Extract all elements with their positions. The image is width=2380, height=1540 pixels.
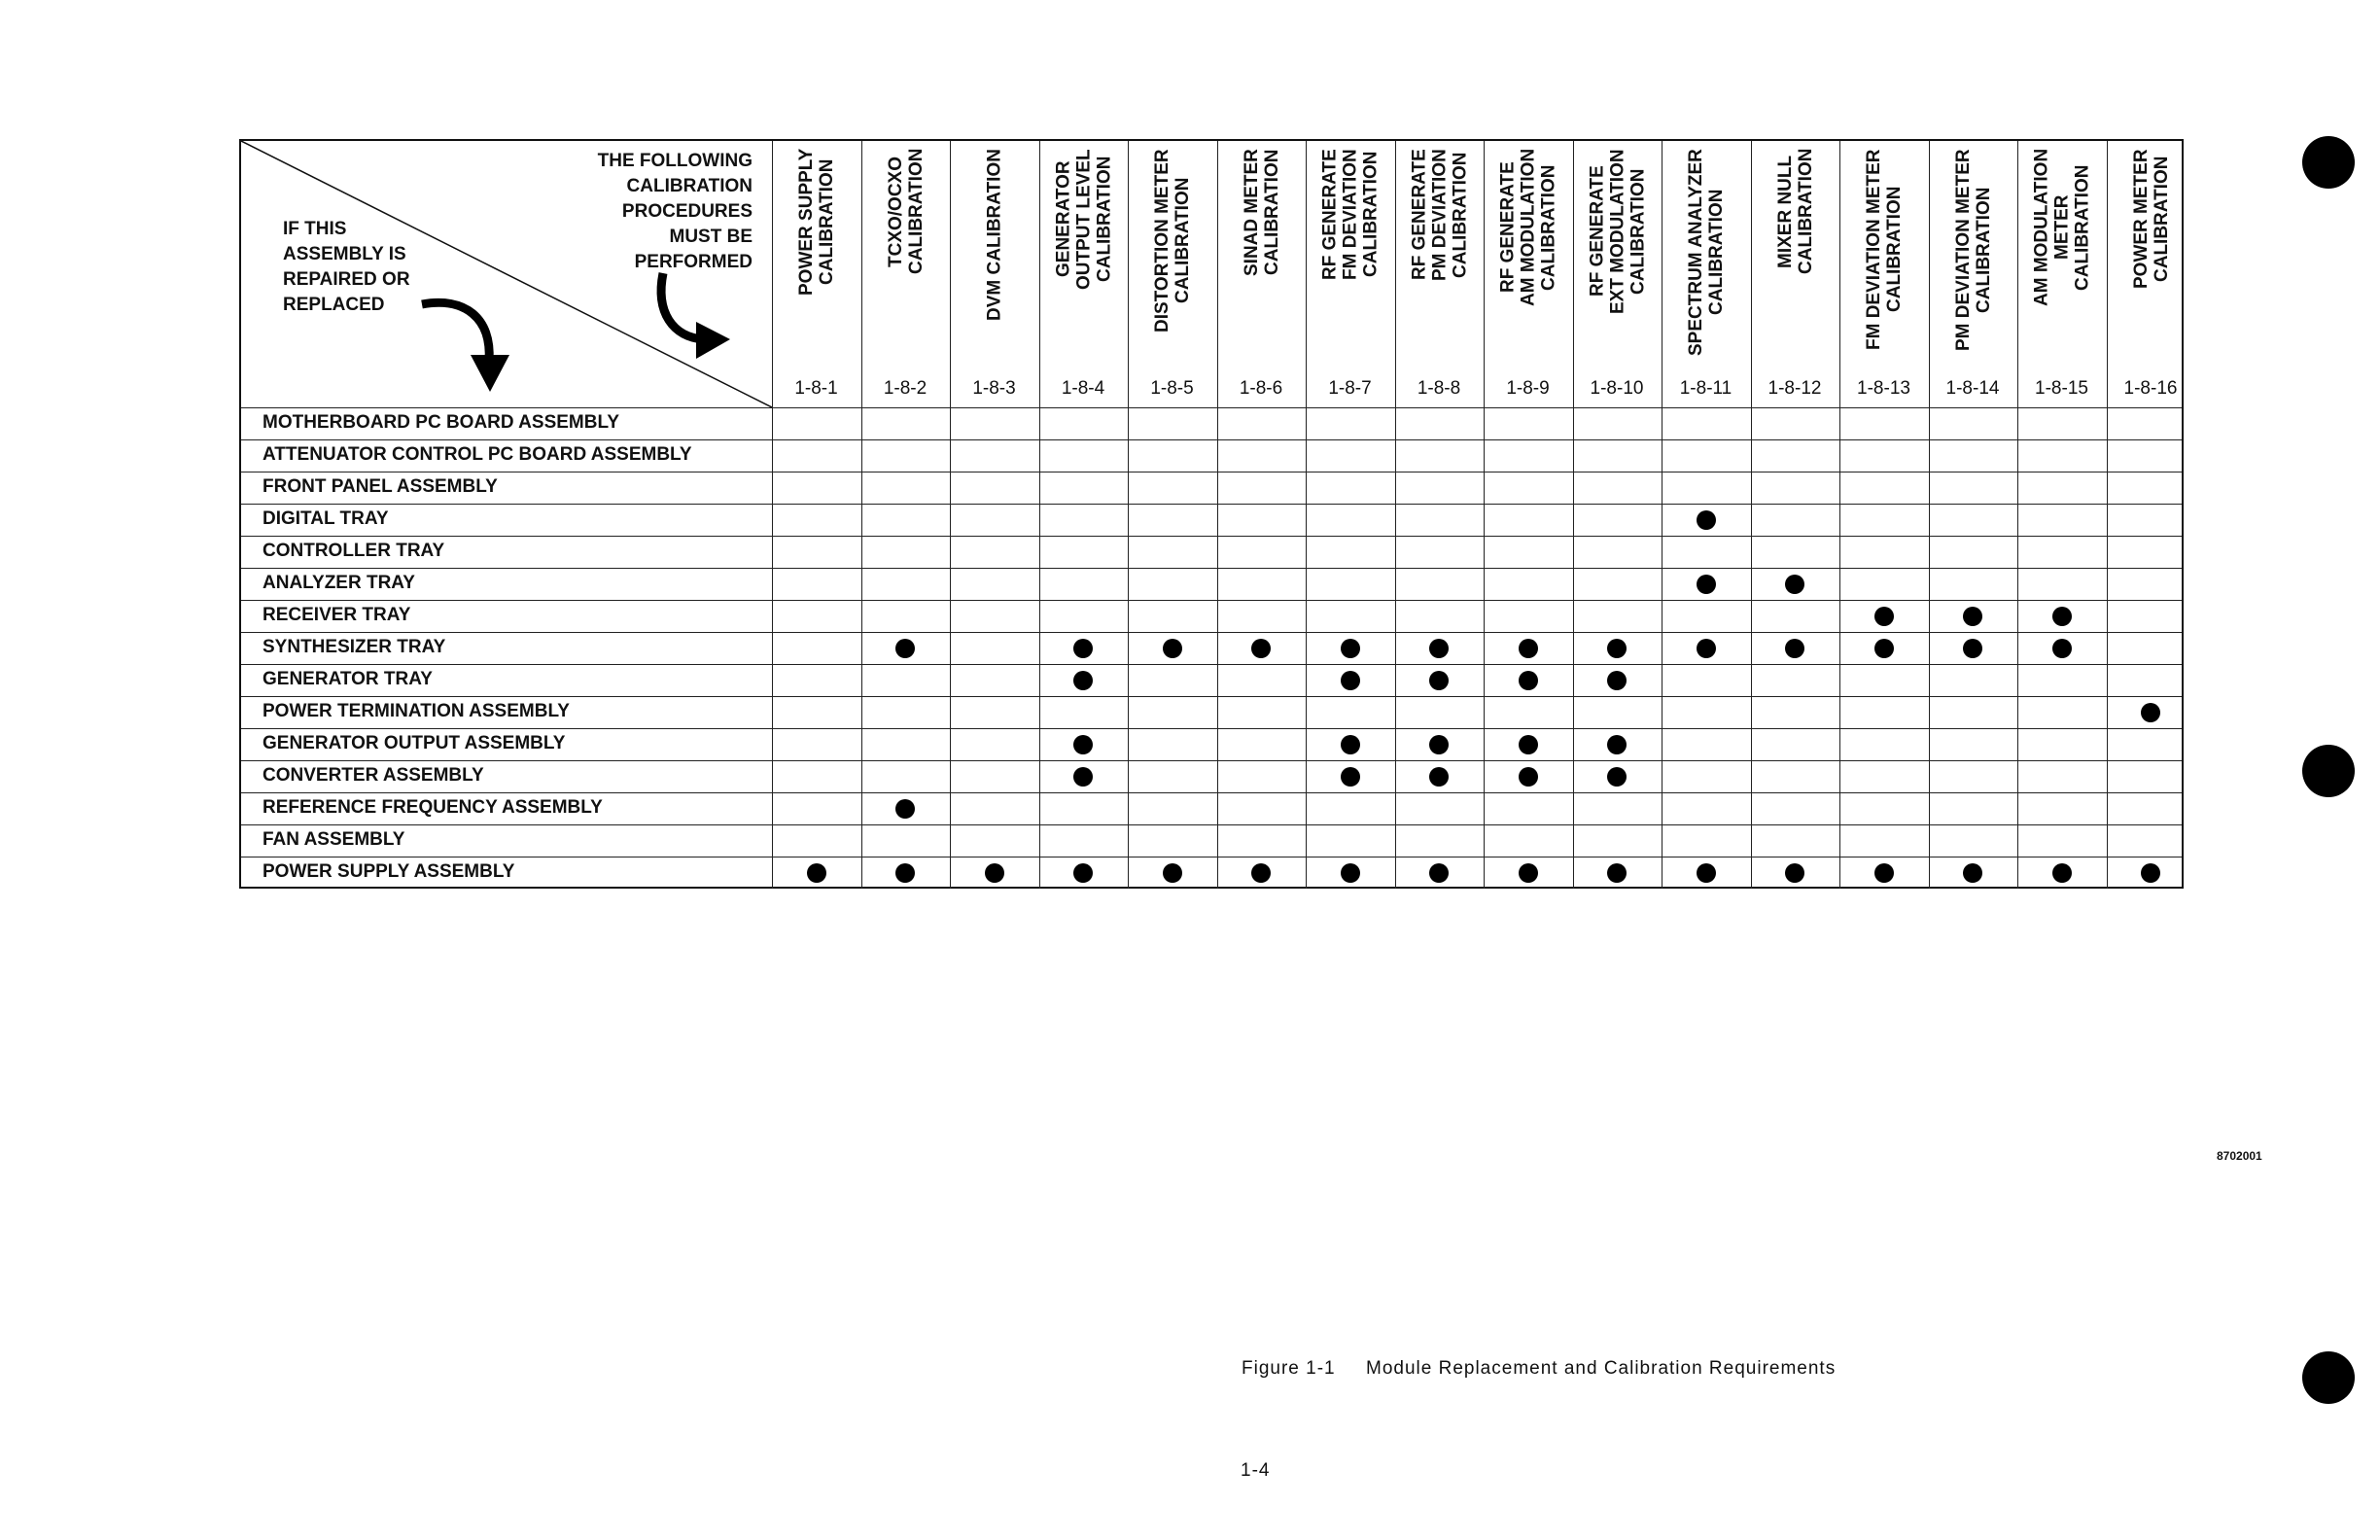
- column-header-label: RF GENERATE FM DEVIATION CALIBRATION: [1319, 149, 1382, 280]
- required-calibration-dot: [1963, 639, 1982, 658]
- column-header-label: RF GENERATE EXT MODULATION CALIBRATION: [1586, 149, 1648, 314]
- required-calibration-dot: [1697, 510, 1716, 530]
- corner-line: REPLACED: [283, 295, 385, 315]
- row-divider: [241, 632, 2182, 633]
- required-calibration-dot: [1874, 607, 1894, 626]
- required-calibration-dot: [1785, 863, 1804, 883]
- column-number: 1-8-5: [1150, 378, 1194, 399]
- assembly-row-label: GENERATOR OUTPUT ASSEMBLY: [262, 733, 566, 753]
- figure-label: Figure 1-1: [1242, 1358, 1336, 1379]
- required-calibration-dot: [1341, 767, 1360, 787]
- column-header-label: TCXO/OCXO CALIBRATION: [885, 149, 927, 275]
- assembly-row-label: CONTROLLER TRAY: [262, 541, 445, 561]
- required-calibration-dot: [1607, 735, 1627, 754]
- required-calibration-dot: [1341, 671, 1360, 690]
- required-calibration-dot: [1073, 767, 1093, 787]
- required-calibration-dot: [1874, 639, 1894, 658]
- required-calibration-dot: [1429, 767, 1449, 787]
- assembly-row-label: MOTHERBOARD PC BOARD ASSEMBLY: [262, 412, 620, 433]
- required-calibration-dot: [1251, 639, 1271, 658]
- column-divider: [2107, 141, 2108, 889]
- column-number: 1-8-9: [1506, 378, 1550, 399]
- row-divider: [241, 760, 2182, 761]
- corner-line: MUST BE: [669, 227, 752, 247]
- required-calibration-dot: [1697, 863, 1716, 883]
- required-calibration-dot: [1607, 671, 1627, 690]
- column-number: 1-8-10: [1590, 378, 1644, 399]
- required-calibration-dot: [1697, 575, 1716, 594]
- required-calibration-dot: [1341, 639, 1360, 658]
- required-calibration-dot: [1429, 863, 1449, 883]
- column-number: 1-8-15: [2035, 378, 2088, 399]
- required-calibration-dot: [2052, 863, 2072, 883]
- required-calibration-dot: [1163, 639, 1182, 658]
- assembly-row-label: FAN ASSEMBLY: [262, 829, 405, 850]
- column-divider: [1929, 141, 1930, 889]
- required-calibration-dot: [895, 863, 915, 883]
- margin-dot-mark: [2302, 745, 2355, 797]
- row-divider: [241, 664, 2182, 665]
- row-divider: [241, 536, 2182, 537]
- corner-line: CALIBRATION: [626, 176, 752, 196]
- required-calibration-dot: [2052, 607, 2072, 626]
- required-calibration-dot: [1519, 863, 1538, 883]
- required-calibration-dot: [1429, 671, 1449, 690]
- column-number: 1-8-7: [1328, 378, 1372, 399]
- corner-line: PROCEDURES: [621, 201, 752, 222]
- required-calibration-dot: [1697, 639, 1716, 658]
- corner-line: THE FOLLOWING: [597, 151, 752, 171]
- column-number: 1-8-14: [1945, 378, 2000, 399]
- column-divider: [1217, 141, 1218, 889]
- column-divider: [1039, 141, 1040, 889]
- required-calibration-dot: [1163, 863, 1182, 883]
- column-header-label: SPECTRUM ANALYZER CALIBRATION: [1685, 149, 1727, 356]
- assembly-row-label: REFERENCE FREQUENCY ASSEMBLY: [262, 797, 603, 818]
- required-calibration-dot: [1073, 671, 1093, 690]
- corner-line: IF THIS: [283, 219, 347, 239]
- required-calibration-dot: [1785, 639, 1804, 658]
- column-divider: [950, 141, 951, 889]
- column-divider: [2017, 141, 2018, 889]
- required-calibration-dot: [1519, 671, 1538, 690]
- column-divider: [1128, 141, 1129, 889]
- column-header-label: PM DEVIATION METER CALIBRATION: [1952, 149, 1994, 351]
- corner-diagonal: [241, 141, 772, 407]
- column-number: 1-8-13: [1857, 378, 1910, 399]
- column-divider: [1306, 141, 1307, 889]
- margin-dot-mark: [2302, 136, 2355, 189]
- required-calibration-dot: [895, 799, 915, 819]
- assembly-row-label: GENERATOR TRAY: [262, 669, 433, 689]
- column-number: 1-8-11: [1679, 378, 1732, 399]
- required-calibration-dot: [985, 863, 1004, 883]
- column-number: 1-8-12: [1768, 378, 1822, 399]
- column-number: 1-8-6: [1239, 378, 1283, 399]
- required-calibration-dot: [1429, 639, 1449, 658]
- column-number: 1-8-16: [2123, 378, 2178, 399]
- required-calibration-dot: [1874, 863, 1894, 883]
- column-number: 1-8-3: [972, 378, 1016, 399]
- required-calibration-dot: [1341, 863, 1360, 883]
- figure-caption: [1242, 1358, 1836, 1380]
- margin-dot-mark: [2302, 1351, 2355, 1404]
- required-calibration-dot: [1429, 735, 1449, 754]
- column-header-label: RF GENERATE AM MODULATION CALIBRATION: [1497, 149, 1559, 307]
- required-calibration-dot: [1073, 639, 1093, 658]
- assembly-row-label: CONVERTER ASSEMBLY: [262, 765, 484, 786]
- required-calibration-dot: [1519, 639, 1538, 658]
- column-divider: [861, 141, 862, 889]
- column-header-label: POWER SUPPLY CALIBRATION: [795, 149, 837, 297]
- required-calibration-dot: [1785, 575, 1804, 594]
- assembly-row-label: ATTENUATOR CONTROL PC BOARD ASSEMBLY: [262, 444, 692, 465]
- required-calibration-dot: [1519, 735, 1538, 754]
- row-divider: [241, 600, 2182, 601]
- curved-arrow-down-icon: [422, 302, 509, 392]
- column-number: 1-8-8: [1417, 378, 1461, 399]
- assembly-row-label: ANALYZER TRAY: [262, 573, 415, 593]
- assembly-row-label: DIGITAL TRAY: [262, 508, 389, 529]
- corner-line: ASSEMBLY IS: [283, 244, 406, 264]
- column-divider: [1573, 141, 1574, 889]
- column-divider: [1395, 141, 1396, 889]
- row-divider: [241, 568, 2182, 569]
- column-header-label: FM DEVIATION METER CALIBRATION: [1863, 149, 1905, 350]
- column-divider: [1751, 141, 1752, 889]
- column-header-label: AM MODULATION METER CALIBRATION: [2031, 149, 2093, 307]
- column-header-label: DVM CALIBRATION: [984, 149, 1005, 321]
- required-calibration-dot: [1519, 767, 1538, 787]
- calibration-matrix: [239, 139, 2184, 889]
- required-calibration-dot: [1963, 607, 1982, 626]
- column-header-label: SINAD METER CALIBRATION: [1241, 149, 1282, 276]
- curved-arrow-right-icon: [661, 273, 730, 359]
- required-calibration-dot: [1607, 863, 1627, 883]
- column-header-label: POWER METER CALIBRATION: [2130, 149, 2172, 289]
- assembly-row-label: SYNTHESIZER TRAY: [262, 637, 446, 657]
- required-calibration-dot: [2052, 639, 2072, 658]
- required-calibration-dot: [1607, 639, 1627, 658]
- column-divider: [1839, 141, 1840, 889]
- required-calibration-dot: [1073, 863, 1093, 883]
- corner-line: PERFORMED: [634, 252, 752, 272]
- column-number: 1-8-2: [883, 378, 928, 399]
- assembly-row-label: RECEIVER TRAY: [262, 605, 411, 625]
- row-divider: [241, 504, 2182, 505]
- required-calibration-dot: [1607, 767, 1627, 787]
- column-divider: [772, 141, 773, 889]
- assembly-row-label: POWER TERMINATION ASSEMBLY: [262, 701, 570, 721]
- required-calibration-dot: [895, 639, 915, 658]
- column-number: 1-8-1: [794, 378, 838, 399]
- page-number: 1-4: [1241, 1460, 1271, 1481]
- column-header-label: RF GENERATE PM DEVIATION CALIBRATION: [1408, 149, 1470, 281]
- column-header-label: MIXER NULL CALIBRATION: [1774, 149, 1816, 275]
- row-divider: [241, 824, 2182, 825]
- required-calibration-dot: [2141, 703, 2160, 722]
- column-divider: [1484, 141, 1485, 889]
- assembly-row-label: POWER SUPPLY ASSEMBLY: [262, 861, 515, 882]
- row-divider: [241, 857, 2182, 858]
- required-calibration-dot: [1963, 863, 1982, 883]
- column-header-label: GENERATOR OUTPUT LEVEL CALIBRATION: [1052, 149, 1114, 290]
- column-number: 1-8-4: [1061, 378, 1105, 399]
- figure-title: Module Replacement and Calibration Requirements: [1366, 1358, 1837, 1379]
- required-calibration-dot: [1251, 863, 1271, 883]
- corner-line: REPAIRED OR: [283, 269, 410, 290]
- required-calibration-dot: [2141, 863, 2160, 883]
- required-calibration-dot: [1073, 735, 1093, 754]
- required-calibration-dot: [807, 863, 826, 883]
- assembly-row-label: FRONT PANEL ASSEMBLY: [262, 476, 498, 497]
- column-header-label: DISTORTION METER CALIBRATION: [1151, 149, 1193, 332]
- figure-code: 8702001: [2217, 1149, 2262, 1163]
- required-calibration-dot: [1341, 735, 1360, 754]
